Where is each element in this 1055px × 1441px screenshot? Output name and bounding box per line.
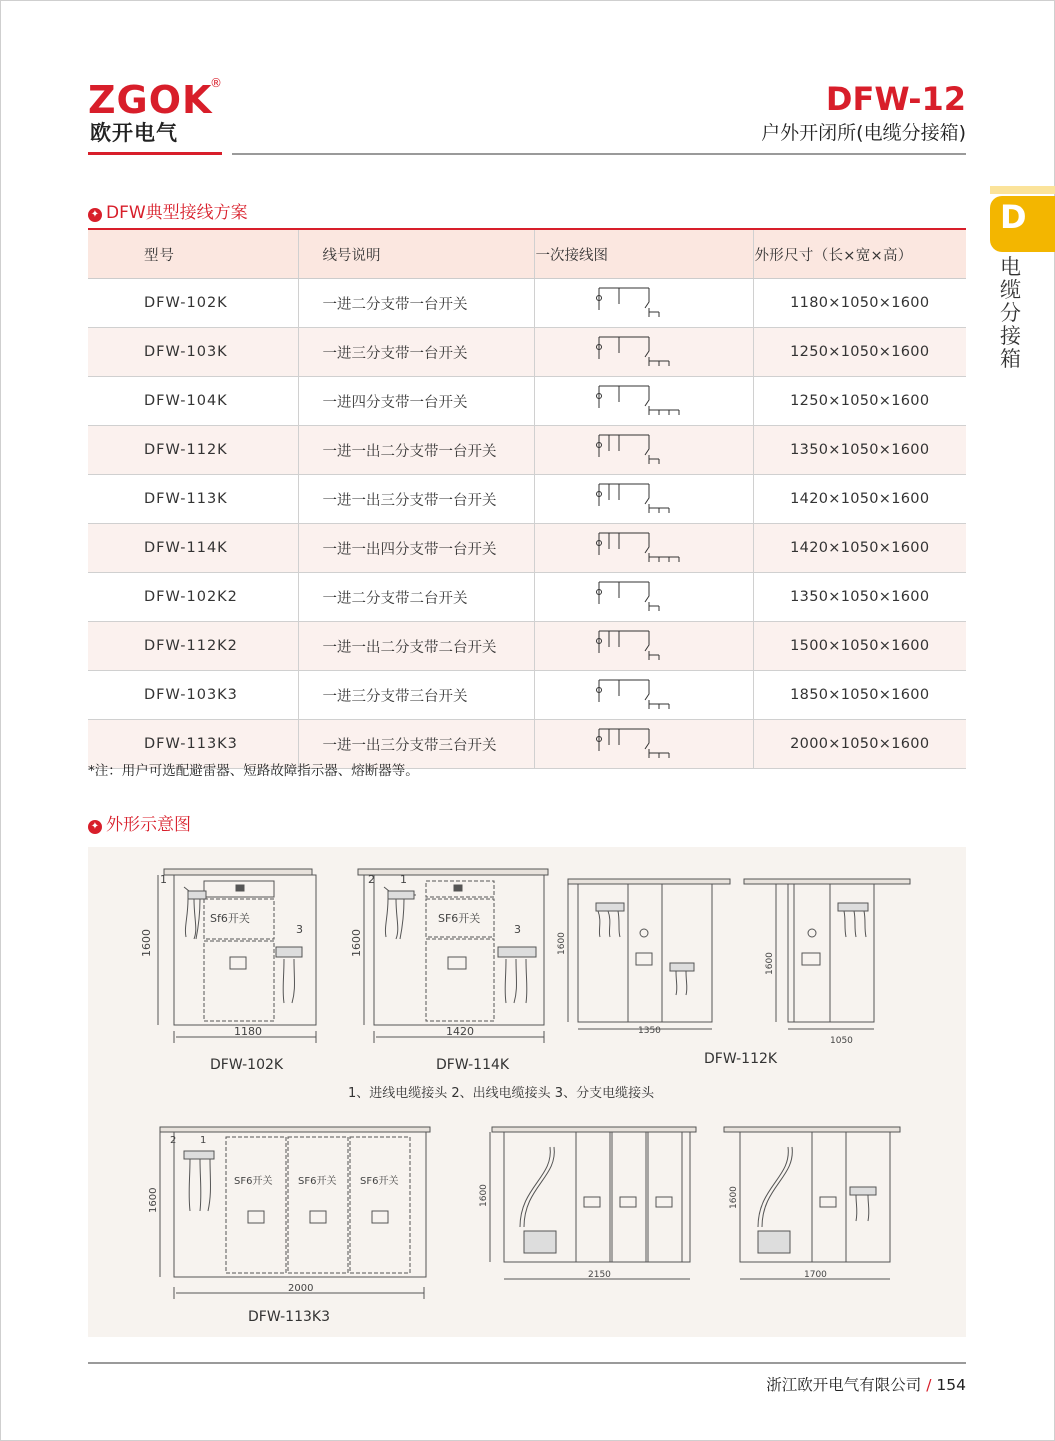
cell-description: 一进二分支带二台开关 xyxy=(298,573,534,622)
header-accent-rule xyxy=(88,152,222,155)
cell-model: DFW-103K xyxy=(88,328,298,377)
product-code: DFW-12 xyxy=(825,80,966,118)
brand-logo: ZGOK xyxy=(88,78,213,122)
cell-model: DFW-104K xyxy=(88,377,298,426)
cell-wiring-diagram xyxy=(534,426,753,475)
drawing-side-1700 xyxy=(724,1127,900,1280)
cell-wiring-diagram xyxy=(534,622,753,671)
drawing-title: DFW-114K xyxy=(436,1057,510,1073)
col-header-dims: 外形尺寸（长×宽×高） xyxy=(753,229,966,279)
cell-description: 一进四分支带一台开关 xyxy=(298,377,534,426)
callout-1: 1 xyxy=(200,1135,207,1146)
cell-model: DFW-103K3 xyxy=(88,671,298,720)
table-row xyxy=(88,622,966,671)
drawing-dfw-113k3 xyxy=(148,1127,430,1325)
wiring-diagram-icon xyxy=(589,576,699,614)
product-name: 户外开闭所(电缆分接箱) xyxy=(761,122,966,144)
wiring-diagram-icon xyxy=(589,625,699,663)
switch-label: SF6开关 xyxy=(360,1176,399,1187)
cell-wiring-diagram xyxy=(534,377,753,426)
footer-rule xyxy=(88,1362,966,1364)
cell-description: 一进一出二分支带二台开关 xyxy=(298,622,534,671)
height-label: 1600 xyxy=(729,1186,739,1209)
height-label: 1600 xyxy=(140,929,153,957)
drawing-dfw-102k xyxy=(140,869,316,1073)
star-icon: ✦ xyxy=(88,820,102,834)
table-header-row xyxy=(88,229,966,279)
footer-separator: / xyxy=(926,1376,932,1394)
callout-1: 1 xyxy=(400,873,407,886)
height-label: 1600 xyxy=(148,1187,159,1213)
callout-3: 3 xyxy=(514,923,521,936)
cell-wiring-diagram xyxy=(534,475,753,524)
table-row xyxy=(88,671,966,720)
width-label: 2150 xyxy=(588,1270,611,1280)
cell-dimensions: 1350×1050×1600 xyxy=(753,426,966,475)
section-title-text: DFW典型接线方案 xyxy=(106,203,248,223)
table-row xyxy=(88,328,966,377)
cell-dimensions: 1850×1050×1600 xyxy=(753,671,966,720)
wiring-diagram-icon xyxy=(589,674,699,712)
callout-2: 2 xyxy=(368,873,375,886)
cell-dimensions: 1500×1050×1600 xyxy=(753,622,966,671)
width-label: 1420 xyxy=(446,1025,474,1038)
outline-drawings-svg xyxy=(88,847,966,1337)
cell-dimensions: 1250×1050×1600 xyxy=(753,328,966,377)
cell-wiring-diagram xyxy=(534,524,753,573)
section-title-outline xyxy=(88,810,191,835)
wiring-diagram-icon xyxy=(589,429,699,467)
drawing-title: DFW-112K xyxy=(704,1051,778,1067)
table-row xyxy=(88,475,966,524)
switch-label: SF6开关 xyxy=(298,1176,337,1187)
footer xyxy=(766,1373,966,1395)
height-label: 1600 xyxy=(765,952,775,975)
callout-legend: 1、进线电缆接头 2、出线电缆接头 3、分支电缆接头 xyxy=(348,1086,655,1101)
table-row xyxy=(88,377,966,426)
switch-label: SF6开关 xyxy=(234,1176,273,1187)
callout-3: 3 xyxy=(296,923,303,936)
drawing-side-2150 xyxy=(479,1127,696,1280)
table-row xyxy=(88,426,966,475)
cell-wiring-diagram xyxy=(534,720,753,769)
cell-wiring-diagram xyxy=(534,671,753,720)
depth-label: 1050 xyxy=(830,1036,853,1046)
header-rule xyxy=(232,153,966,155)
side-tab-letter: D xyxy=(1000,198,1027,236)
cell-wiring-diagram xyxy=(534,279,753,328)
table-row xyxy=(88,524,966,573)
drawing-dfw-114k xyxy=(350,869,548,1073)
cell-model: DFW-113K3 xyxy=(88,720,298,769)
cell-description: 一进三分支带一台开关 xyxy=(298,328,534,377)
cell-description: 一进二分支带一台开关 xyxy=(298,279,534,328)
col-header-model: 型号 xyxy=(88,229,298,279)
footer-page-number: 154 xyxy=(936,1376,966,1394)
wiring-diagram-icon xyxy=(589,527,699,565)
outline-drawings xyxy=(88,847,966,1337)
cell-model: DFW-102K2 xyxy=(88,573,298,622)
cell-wiring-diagram xyxy=(534,328,753,377)
cell-model: DFW-113K xyxy=(88,475,298,524)
width-label: 1350 xyxy=(638,1026,661,1036)
width-label: 1700 xyxy=(804,1270,827,1280)
cell-dimensions: 1180×1050×1600 xyxy=(753,279,966,328)
side-tab-highlight xyxy=(990,186,1055,194)
height-label: 1600 xyxy=(350,929,363,957)
wiring-diagram-icon xyxy=(589,723,699,761)
cell-description: 一进一出四分支带一台开关 xyxy=(298,524,534,573)
wiring-diagram-icon xyxy=(589,282,699,320)
wiring-diagram-icon xyxy=(589,478,699,516)
width-label: 1180 xyxy=(234,1025,262,1038)
cell-dimensions: 2000×1050×1600 xyxy=(753,720,966,769)
col-header-diagram: 一次接线图 xyxy=(534,229,753,279)
cell-model: DFW-114K xyxy=(88,524,298,573)
width-label: 2000 xyxy=(288,1283,314,1294)
col-header-desc: 线号说明 xyxy=(298,229,534,279)
drawing-title: DFW-102K xyxy=(210,1057,284,1073)
cell-wiring-diagram xyxy=(534,573,753,622)
registered-mark: ® xyxy=(210,76,222,90)
cell-dimensions: 1350×1050×1600 xyxy=(753,573,966,622)
side-tab-label: 电缆分接箱 xyxy=(1000,255,1021,371)
switch-label: SF6开关 xyxy=(438,912,481,925)
footer-company: 浙江欧开电气有限公司 xyxy=(766,1376,922,1394)
cell-dimensions: 1250×1050×1600 xyxy=(753,377,966,426)
brand-subtitle: 欧开电气 xyxy=(90,121,178,145)
table-note: *注：用户可选配避雷器、短路故障指示器、熔断器等。 xyxy=(88,763,419,779)
cell-description: 一进一出三分支带一台开关 xyxy=(298,475,534,524)
wiring-diagram-icon xyxy=(589,380,699,418)
section-title-text: 外形示意图 xyxy=(106,815,191,835)
cell-dimensions: 1420×1050×1600 xyxy=(753,524,966,573)
cell-dimensions: 1420×1050×1600 xyxy=(753,475,966,524)
wiring-diagram-icon xyxy=(589,331,699,369)
cell-model: DFW-102K xyxy=(88,279,298,328)
table-row xyxy=(88,279,966,328)
cell-model: DFW-112K2 xyxy=(88,622,298,671)
cell-description: 一进三分支带三台开关 xyxy=(298,671,534,720)
cell-description: 一进一出三分支带三台开关 xyxy=(298,720,534,769)
wiring-table xyxy=(88,228,966,769)
drawing-dfw-112k xyxy=(557,879,910,1067)
section-title-wiring xyxy=(88,198,248,223)
height-label: 1600 xyxy=(557,932,567,955)
switch-label: Sf6开关 xyxy=(210,912,250,925)
drawing-title: DFW-113K3 xyxy=(248,1309,330,1325)
callout-2: 2 xyxy=(170,1135,177,1146)
table-row xyxy=(88,573,966,622)
callout-1: 1 xyxy=(160,873,167,886)
star-icon: ✦ xyxy=(88,208,102,222)
height-label: 1600 xyxy=(479,1184,489,1207)
cell-description: 一进一出二分支带一台开关 xyxy=(298,426,534,475)
cell-model: DFW-112K xyxy=(88,426,298,475)
